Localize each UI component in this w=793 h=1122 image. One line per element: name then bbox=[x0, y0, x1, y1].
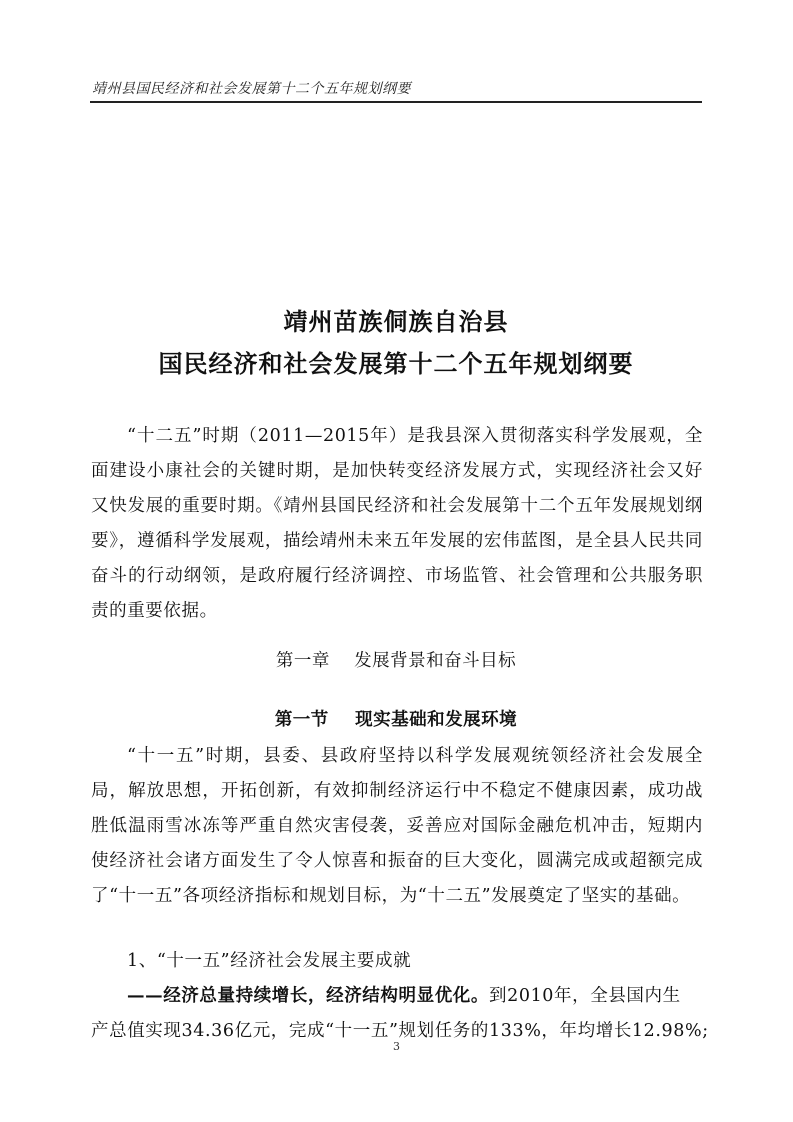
document-title-line-1: 靖州苗族侗族自治县 bbox=[283, 307, 509, 336]
section-paragraph: “十一五”时期，县委、县政府坚持以科学发展观统领经济社会发展全局，解放思想，开拓创新，有效抑制经济运行中不稳定不健康因素，成功战胜低温雨雪冰冻等严重自然灾害侵袭，妥善应对国际金融危机冲击，短期内使经济社会诸方面发生了令人惊喜和振奋的巨大变化，圆满完成或超额完成了“十一五”各项经济指标和规划目标，为“十二五”发展奠定了坚实的基础。 bbox=[91, 746, 703, 906]
paragraph-continuation-line: 产总值实现34.36亿元，完成“十一五”规划任务的133%，年均增长12.98%; bbox=[91, 1021, 709, 1041]
chapter-title: 第一章 发展背景和奋斗目标 bbox=[275, 651, 517, 671]
page-number: 3 bbox=[393, 1040, 400, 1053]
header-rule bbox=[90, 101, 702, 103]
list-item-heading: 1、“十一五”经济社会发展主要成就 bbox=[127, 951, 412, 971]
running-header: 靖州县国民经济和社会发展第十二个五年规划纲要 bbox=[92, 81, 411, 97]
highlight-paragraph-line bbox=[127, 982, 703, 1007]
intro-paragraph: “十二五”时期（2011—2015年）是我县深入贯彻落实科学发展观，全面建设小康社会的关键时期，是加快转变经济发展方式，实现经济社会又好又快发展的重要时期。《靖州县国民经济和社会发展第十二个五年发展规划纲要》，遵循科学发展观，描绘靖州未来五年发展的宏伟蓝图，是全县人民共同奋斗的行动纲领，是政府履行经济调控、市场监管、社会管理和公共服务职责的重要依据。 bbox=[91, 426, 703, 621]
section-title: 第一节 现实基础和发展环境 bbox=[274, 710, 518, 730]
highlight-bold-text: ——经济总量持续增长，经济结构明显优化。 bbox=[127, 986, 489, 1006]
highlight-rest-text: 到2010年，全县国内生 bbox=[489, 986, 681, 1006]
document-title-line-2: 国民经济和社会发展第十二个五年规划纲要 bbox=[158, 349, 634, 378]
